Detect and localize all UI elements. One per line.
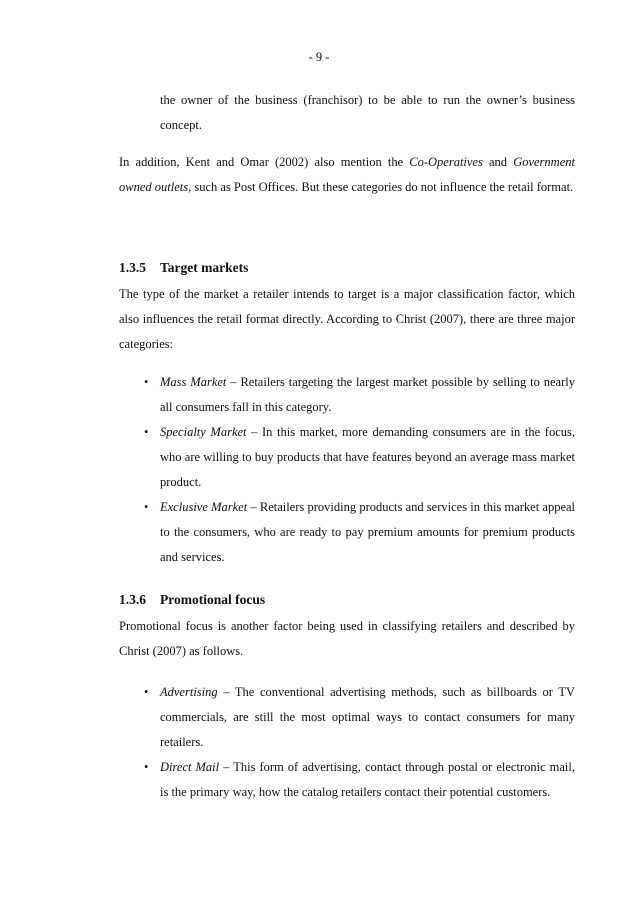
term-co-operatives: Co-Operatives bbox=[409, 155, 483, 169]
list-item-term: Direct Mail bbox=[160, 760, 220, 774]
intro-text-2: and bbox=[482, 155, 514, 169]
list-item bbox=[144, 495, 575, 570]
intro-text-1: In addition, Kent and Omar (2002) also mention the bbox=[119, 155, 410, 169]
section-heading-promotional-focus bbox=[119, 592, 265, 608]
list-item-term: Mass Market bbox=[160, 375, 227, 389]
promotional-focus-paragraph bbox=[119, 614, 575, 664]
list-item-term: Specialty Market bbox=[160, 425, 247, 439]
list-item bbox=[144, 755, 575, 805]
target-markets-paragraph bbox=[119, 282, 575, 357]
list-item-term: Advertising bbox=[160, 685, 218, 699]
page-number: - 9 - bbox=[308, 50, 330, 64]
list-item-term: Exclusive Market bbox=[160, 500, 248, 514]
bullet-icon: • bbox=[144, 760, 149, 774]
bullet-icon: • bbox=[144, 425, 149, 439]
bullet-icon: • bbox=[144, 375, 149, 389]
list-item-text: – Retailers targeting the largest market possible by selling to nearly all consumers fall in this category. bbox=[160, 375, 575, 414]
bullet-icon: • bbox=[144, 685, 149, 699]
continuation-text: the owner of the business (franchisor) to be able to run the owner’s business concept. bbox=[160, 93, 575, 132]
section-title: Target markets bbox=[160, 260, 249, 275]
list-item bbox=[144, 420, 575, 495]
list-item-text: – The conventional advertising methods, such as billboards or TV commercials, are still the most optimal ways to contact consumers for many retailers. bbox=[160, 685, 575, 749]
continuation-paragraph bbox=[160, 88, 575, 138]
section-heading-target-markets bbox=[119, 260, 248, 276]
target-markets-text: The type of the market a retailer intends to target is a major classification factor, which also influences the retail format directly. According to Christ (2007), there are three major categories: bbox=[119, 287, 575, 351]
list-item-text: – Retailers providing products and services in this market appeal to the consumers, who are ready to pay premium amounts for premium products and services. bbox=[160, 500, 576, 564]
list-item bbox=[144, 370, 575, 420]
list-item-text: – This form of advertising, contact through postal or electronic mail, is the primary way, how the catalog retailers contact their potential customers. bbox=[160, 760, 575, 799]
section-number: 1.3.5 bbox=[119, 260, 146, 275]
target-markets-list bbox=[144, 370, 575, 570]
list-item bbox=[144, 680, 575, 755]
term-government-outlets: Government owned outlets bbox=[119, 155, 575, 194]
section-title: Promotional focus bbox=[160, 592, 266, 607]
intro-paragraph bbox=[119, 150, 575, 200]
bullet-icon: • bbox=[144, 500, 149, 514]
list-item-text: – In this market, more demanding consumers are in the focus, who are willing to buy products that have features beyond an average mass market product. bbox=[160, 425, 575, 489]
promotional-focus-list bbox=[144, 680, 575, 805]
intro-text-3: , such as Post Offices. But these categories do not influence the retail format. bbox=[188, 180, 574, 194]
section-number: 1.3.6 bbox=[119, 592, 146, 607]
promotional-focus-text: Promotional focus is another factor being used in classifying retailers and described by Christ (2007) as follows. bbox=[119, 619, 575, 658]
